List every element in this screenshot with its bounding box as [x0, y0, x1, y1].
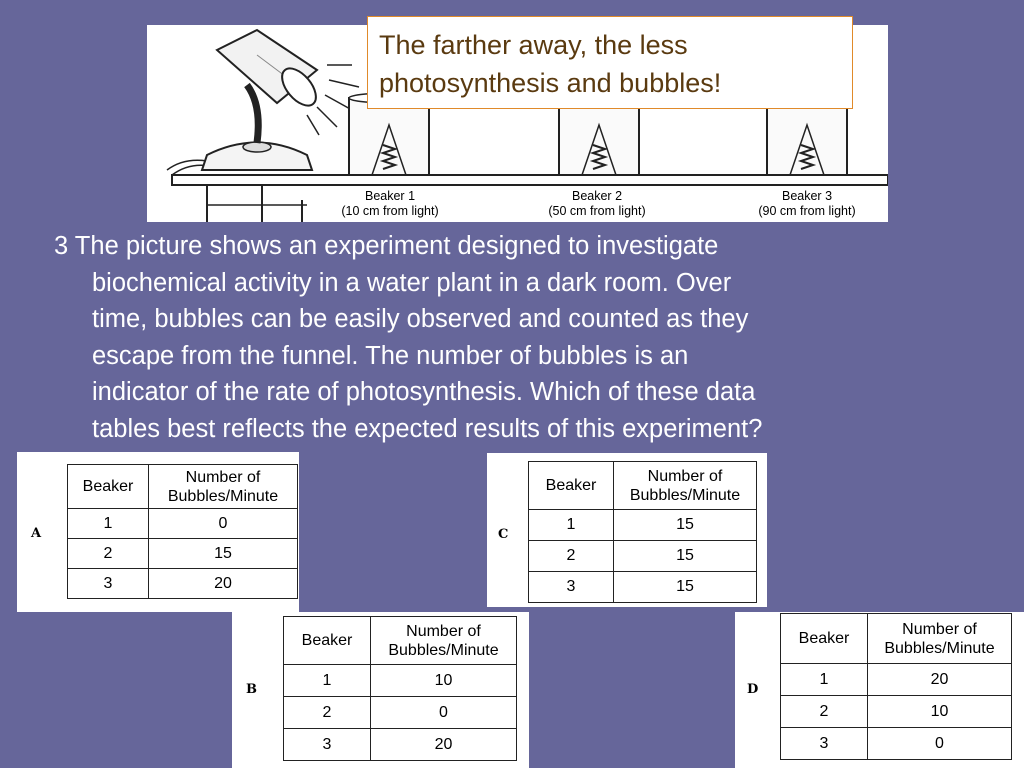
beaker-2-icon: [559, 98, 639, 175]
table-row: 2 0: [284, 697, 517, 729]
table-header-bubbles: Number of Bubbles/Minute: [614, 462, 757, 510]
question-line: indicator of the rate of photosynthesis. Which of these data: [92, 378, 756, 406]
table-row: 3 0: [781, 728, 1012, 760]
table-header-bubbles: Number of Bubbles/Minute: [868, 614, 1012, 664]
question-line: time, bubbles can be easily observed and counted as they: [92, 305, 749, 333]
beaker-3-icon: [767, 98, 847, 175]
table-row: 2 15: [68, 539, 298, 569]
table-header-bubbles: Number of Bubbles/Minute: [149, 465, 298, 509]
table-header-beaker: Beaker: [68, 465, 149, 509]
beaker-3-label: Beaker 3: [781, 189, 833, 203]
beaker-2-label: Beaker 2: [571, 189, 623, 203]
question-line: biochemical activity in a water plant in a dark room. Over: [92, 268, 732, 297]
table-row: 2 10: [781, 696, 1012, 728]
question-line: tables best reflects the expected results of this experiment?: [92, 414, 763, 443]
callout-line-1: The farther away, the less: [379, 30, 688, 60]
option-d-letter: D: [747, 682, 759, 697]
option-c-panel[interactable]: [487, 453, 767, 607]
beaker-1-label: Beaker 1: [364, 189, 416, 203]
option-a-letter: A: [31, 526, 42, 541]
option-b-letter: B: [246, 682, 257, 697]
table-header-beaker: Beaker: [529, 462, 614, 510]
table-header-beaker: Beaker: [781, 614, 868, 664]
table-row: 1 20: [781, 664, 1012, 696]
option-a-table: [67, 464, 298, 599]
table-row: 2 15: [529, 541, 757, 572]
option-c-letter: C: [498, 527, 509, 542]
question-text: [54, 228, 1004, 447]
table-row: 3 20: [284, 729, 517, 761]
table-row: 1 0: [68, 509, 298, 539]
beaker-3-distance: (90 cm from light): [758, 204, 856, 218]
question-line: escape from the funnel. The number of bubbles is an: [92, 341, 689, 370]
callout-note: [367, 16, 853, 109]
beaker-2-distance: (50 cm from light): [548, 204, 646, 218]
callout-line-2: photosynthesis and bubbles!: [379, 68, 722, 98]
beaker-1-distance: (10 cm from light): [341, 204, 439, 218]
table-header-beaker: Beaker: [284, 617, 371, 665]
option-d-panel[interactable]: [735, 612, 1024, 768]
option-b-table: [283, 616, 517, 761]
table-row: 3 20: [68, 569, 298, 599]
shelf: [172, 175, 888, 185]
table-row: 3 15: [529, 572, 757, 603]
table-row: 1 10: [284, 665, 517, 697]
table-header-bubbles: Number of Bubbles/Minute: [371, 617, 517, 665]
option-a-panel[interactable]: [17, 452, 299, 612]
option-d-table: [780, 613, 1012, 760]
lamp-icon: [202, 30, 359, 170]
table-row: 1 15: [529, 510, 757, 541]
option-c-table: [528, 461, 757, 603]
option-b-panel[interactable]: [232, 612, 529, 768]
question-line: 3 The picture shows an experiment designed to investigate: [54, 232, 719, 260]
